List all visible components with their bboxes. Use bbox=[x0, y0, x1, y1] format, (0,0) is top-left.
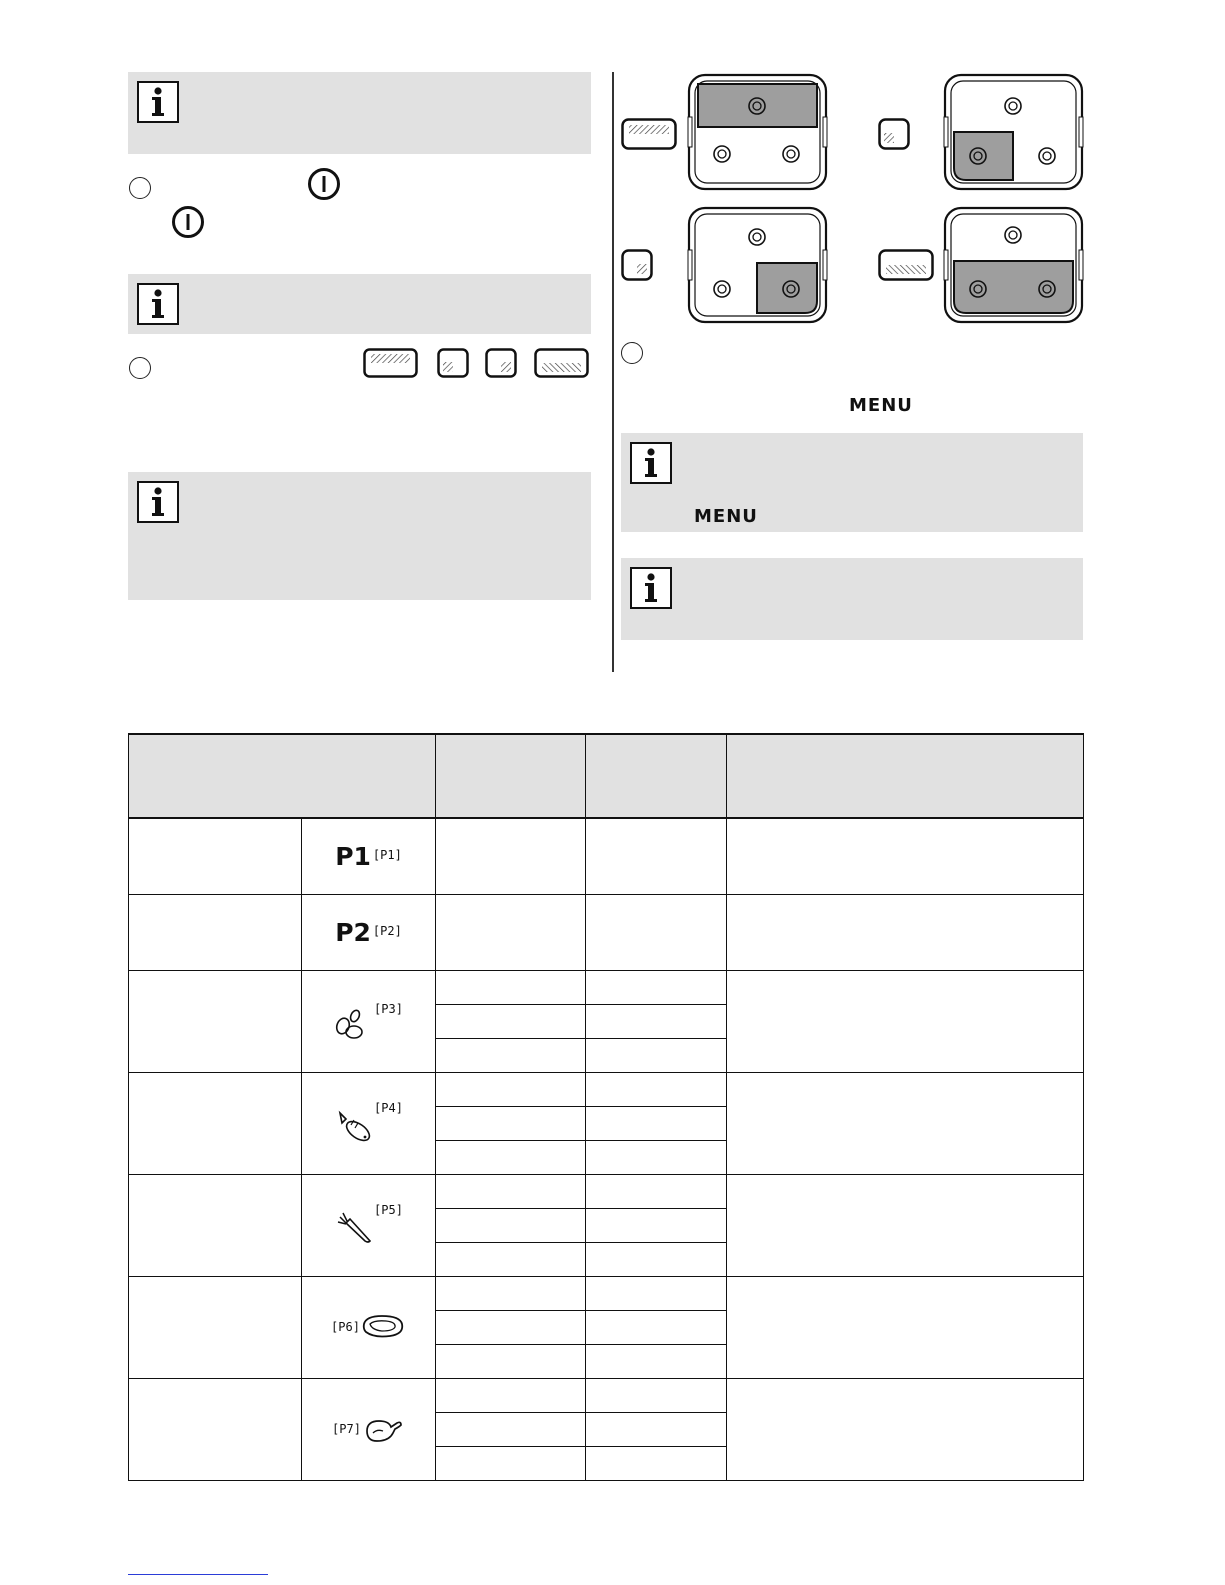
table-cell bbox=[586, 1140, 727, 1174]
table-cell bbox=[727, 1378, 1084, 1480]
step-marker-3 bbox=[621, 342, 643, 364]
table-row bbox=[129, 1072, 1084, 1106]
table-cell bbox=[586, 818, 727, 894]
table-cell bbox=[436, 1310, 586, 1344]
program-code: [P3] bbox=[374, 1002, 403, 1017]
table-cell bbox=[586, 970, 727, 1004]
table-cell bbox=[586, 1344, 727, 1378]
fish-icon bbox=[334, 1105, 374, 1145]
program-icon-p3 bbox=[302, 970, 436, 1072]
table-cell bbox=[436, 1106, 586, 1140]
zone-rear-wide-key-icon bbox=[363, 348, 418, 378]
table-cell bbox=[436, 1174, 586, 1208]
table-row bbox=[129, 1174, 1084, 1208]
program-code: [P7] bbox=[332, 1422, 361, 1437]
table-cell bbox=[436, 818, 586, 894]
program-code: [P1] bbox=[372, 847, 402, 862]
table-row bbox=[129, 894, 1084, 970]
table-row bbox=[129, 1378, 1084, 1412]
program-icon-p5 bbox=[302, 1174, 436, 1276]
program-code: [P2] bbox=[372, 923, 402, 938]
table-cell bbox=[436, 1412, 586, 1446]
table-cell bbox=[129, 1276, 302, 1378]
table-header-cell bbox=[727, 734, 1084, 818]
zone-front-left-key-icon bbox=[878, 118, 910, 150]
table-cell bbox=[436, 1344, 586, 1378]
info-box-1 bbox=[128, 72, 591, 154]
table-cell bbox=[586, 1004, 727, 1038]
program-icon-p2 bbox=[302, 894, 436, 970]
table-header-cell bbox=[586, 734, 727, 818]
program-code: [P4] bbox=[374, 1100, 403, 1115]
table-cell bbox=[436, 1038, 586, 1072]
step-marker-1 bbox=[129, 177, 151, 199]
footer-link-underline[interactable] bbox=[128, 1574, 268, 1575]
table-row bbox=[129, 818, 1084, 894]
program-code: [P6] bbox=[331, 1320, 360, 1335]
table-cell bbox=[436, 1378, 586, 1412]
info-icon bbox=[137, 81, 179, 123]
table-cell bbox=[727, 970, 1084, 1072]
table-cell bbox=[436, 970, 586, 1004]
table-cell bbox=[727, 1276, 1084, 1378]
menu-button-label: MENU bbox=[849, 395, 913, 416]
table-cell bbox=[727, 1072, 1084, 1174]
info-icon bbox=[137, 283, 179, 325]
zone-front-wide-key-icon bbox=[878, 249, 934, 281]
zone-front-right-key-icon bbox=[621, 249, 653, 281]
table-cell bbox=[129, 818, 302, 894]
program-icon-p1 bbox=[302, 818, 436, 894]
step-marker-2 bbox=[129, 357, 151, 379]
p1-text-icon: P1 bbox=[335, 841, 371, 871]
table-cell bbox=[586, 1378, 727, 1412]
p2-text-icon: P2 bbox=[335, 917, 371, 947]
table-cell bbox=[436, 1446, 586, 1480]
table-cell bbox=[586, 1310, 727, 1344]
hob-diagram-rear-zone bbox=[686, 72, 829, 192]
zone-rear-wide-key-icon bbox=[621, 118, 677, 150]
zone-front-wide-key-icon bbox=[534, 348, 589, 378]
table-cell bbox=[436, 1140, 586, 1174]
menu-button-label: MENU bbox=[694, 506, 758, 527]
table-cell bbox=[727, 894, 1084, 970]
power-button-icon bbox=[307, 167, 341, 201]
table-cell bbox=[129, 1378, 302, 1480]
table-cell bbox=[586, 1106, 727, 1140]
info-icon bbox=[137, 481, 179, 523]
carrot-icon bbox=[334, 1207, 374, 1247]
steak-icon bbox=[360, 1312, 406, 1342]
chicken-icon bbox=[361, 1413, 405, 1445]
table-cell bbox=[436, 1072, 586, 1106]
table-row bbox=[129, 1276, 1084, 1310]
info-box-5 bbox=[621, 558, 1083, 640]
table-header-cell bbox=[436, 734, 586, 818]
table-cell bbox=[436, 1276, 586, 1310]
table-header-row bbox=[129, 734, 1084, 818]
program-icon-p7 bbox=[302, 1378, 436, 1480]
info-icon bbox=[630, 567, 672, 609]
zone-front-right-key-icon bbox=[485, 348, 517, 378]
table-cell bbox=[727, 1174, 1084, 1276]
table-cell bbox=[129, 1174, 302, 1276]
power-button-icon bbox=[171, 205, 205, 239]
info-icon bbox=[630, 442, 672, 484]
program-code: [P5] bbox=[374, 1202, 403, 1217]
table-cell bbox=[129, 894, 302, 970]
table-cell bbox=[436, 1208, 586, 1242]
table-cell bbox=[436, 1004, 586, 1038]
info-box-4 bbox=[621, 433, 1083, 532]
table-cell bbox=[586, 1072, 727, 1106]
zone-front-left-key-icon bbox=[437, 348, 469, 378]
info-box-3 bbox=[128, 472, 591, 600]
table-cell bbox=[129, 1072, 302, 1174]
program-icon-p4 bbox=[302, 1072, 436, 1174]
table-header-cell bbox=[129, 734, 436, 818]
table-cell bbox=[586, 1038, 727, 1072]
table-cell bbox=[586, 1208, 727, 1242]
info-box-2 bbox=[128, 274, 591, 334]
table-cell bbox=[129, 970, 302, 1072]
table-cell bbox=[586, 1276, 727, 1310]
table-cell bbox=[586, 894, 727, 970]
table-cell bbox=[586, 1446, 727, 1480]
hob-diagram-front-right-zone bbox=[686, 205, 829, 325]
program-table bbox=[128, 733, 1084, 1481]
program-icon-p6 bbox=[302, 1276, 436, 1378]
table-cell bbox=[586, 1412, 727, 1446]
table-cell bbox=[436, 1242, 586, 1276]
potatoes-icon bbox=[334, 1006, 374, 1040]
table-cell bbox=[727, 818, 1084, 894]
hob-diagram-front-wide-zone bbox=[942, 205, 1085, 325]
table-cell bbox=[586, 1174, 727, 1208]
hob-diagram-front-left-zone bbox=[942, 72, 1085, 192]
table-cell bbox=[586, 1242, 727, 1276]
column-divider bbox=[612, 72, 614, 672]
table-cell bbox=[436, 894, 586, 970]
table-row bbox=[129, 970, 1084, 1004]
